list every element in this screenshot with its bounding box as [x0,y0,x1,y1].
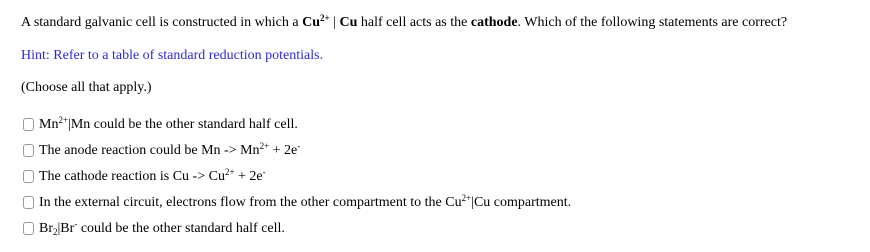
option-text-b: |Br [57,221,75,236]
option-sup-a: 2+ [58,115,69,125]
ion-label: Cu [302,15,320,30]
ion-charge: 2+ [320,13,330,23]
option-checkbox[interactable] [23,196,34,209]
option-label[interactable] [39,221,285,237]
option-checkbox[interactable] [23,222,34,235]
option-text-a: The anode reaction could be Mn -> Mn [39,143,260,158]
question-text [21,15,787,31]
option-text-a: The cathode reaction is Cu -> Cu [39,169,225,184]
option-checkbox[interactable] [23,118,34,131]
option-text-a: In the external circuit, electrons flow from the other compartment to the Cu [39,195,462,210]
question-part-3: half cell acts as the [357,15,471,30]
option-sup-a: 2+ [259,141,270,151]
option-text-a: Mn [39,117,59,132]
option-text-c: could be the other standard half cell. [77,221,285,236]
option-text-a: Br [39,221,53,236]
option-label[interactable] [39,195,571,211]
instruction-text: (Choose all that apply.) [21,80,152,95]
option-checkbox[interactable] [23,144,34,157]
option-sup-b: - [262,167,266,177]
metal-label: Cu [339,15,358,30]
option-text-b: |Mn could be the other standard half cell. [68,117,298,132]
option-checkbox[interactable] [23,170,34,183]
option-sup-b: - [297,141,301,151]
option-text-b: + 2e [269,143,298,158]
question-part-1: A standard galvanic cell is constructed in which a [21,15,303,30]
option-label[interactable] [39,169,266,185]
question-part-2: | [329,15,340,30]
option-sup-a: 2+ [224,167,235,177]
option-label[interactable] [39,143,300,159]
option-text-b: |Cu compartment. [471,195,572,210]
hint-link[interactable]: Hint: Refer to a table of standard reduction potentials. [21,48,324,63]
question-part-4: . Which of the following statements are correct? [517,15,788,30]
option-sup-a: 2+ [461,193,472,203]
option-label[interactable] [39,117,298,133]
role-label: cathode [470,15,518,30]
option-sup-b: - [74,219,78,229]
option-text-b: + 2e [234,169,263,184]
option-sub-a: 2 [53,227,58,237]
